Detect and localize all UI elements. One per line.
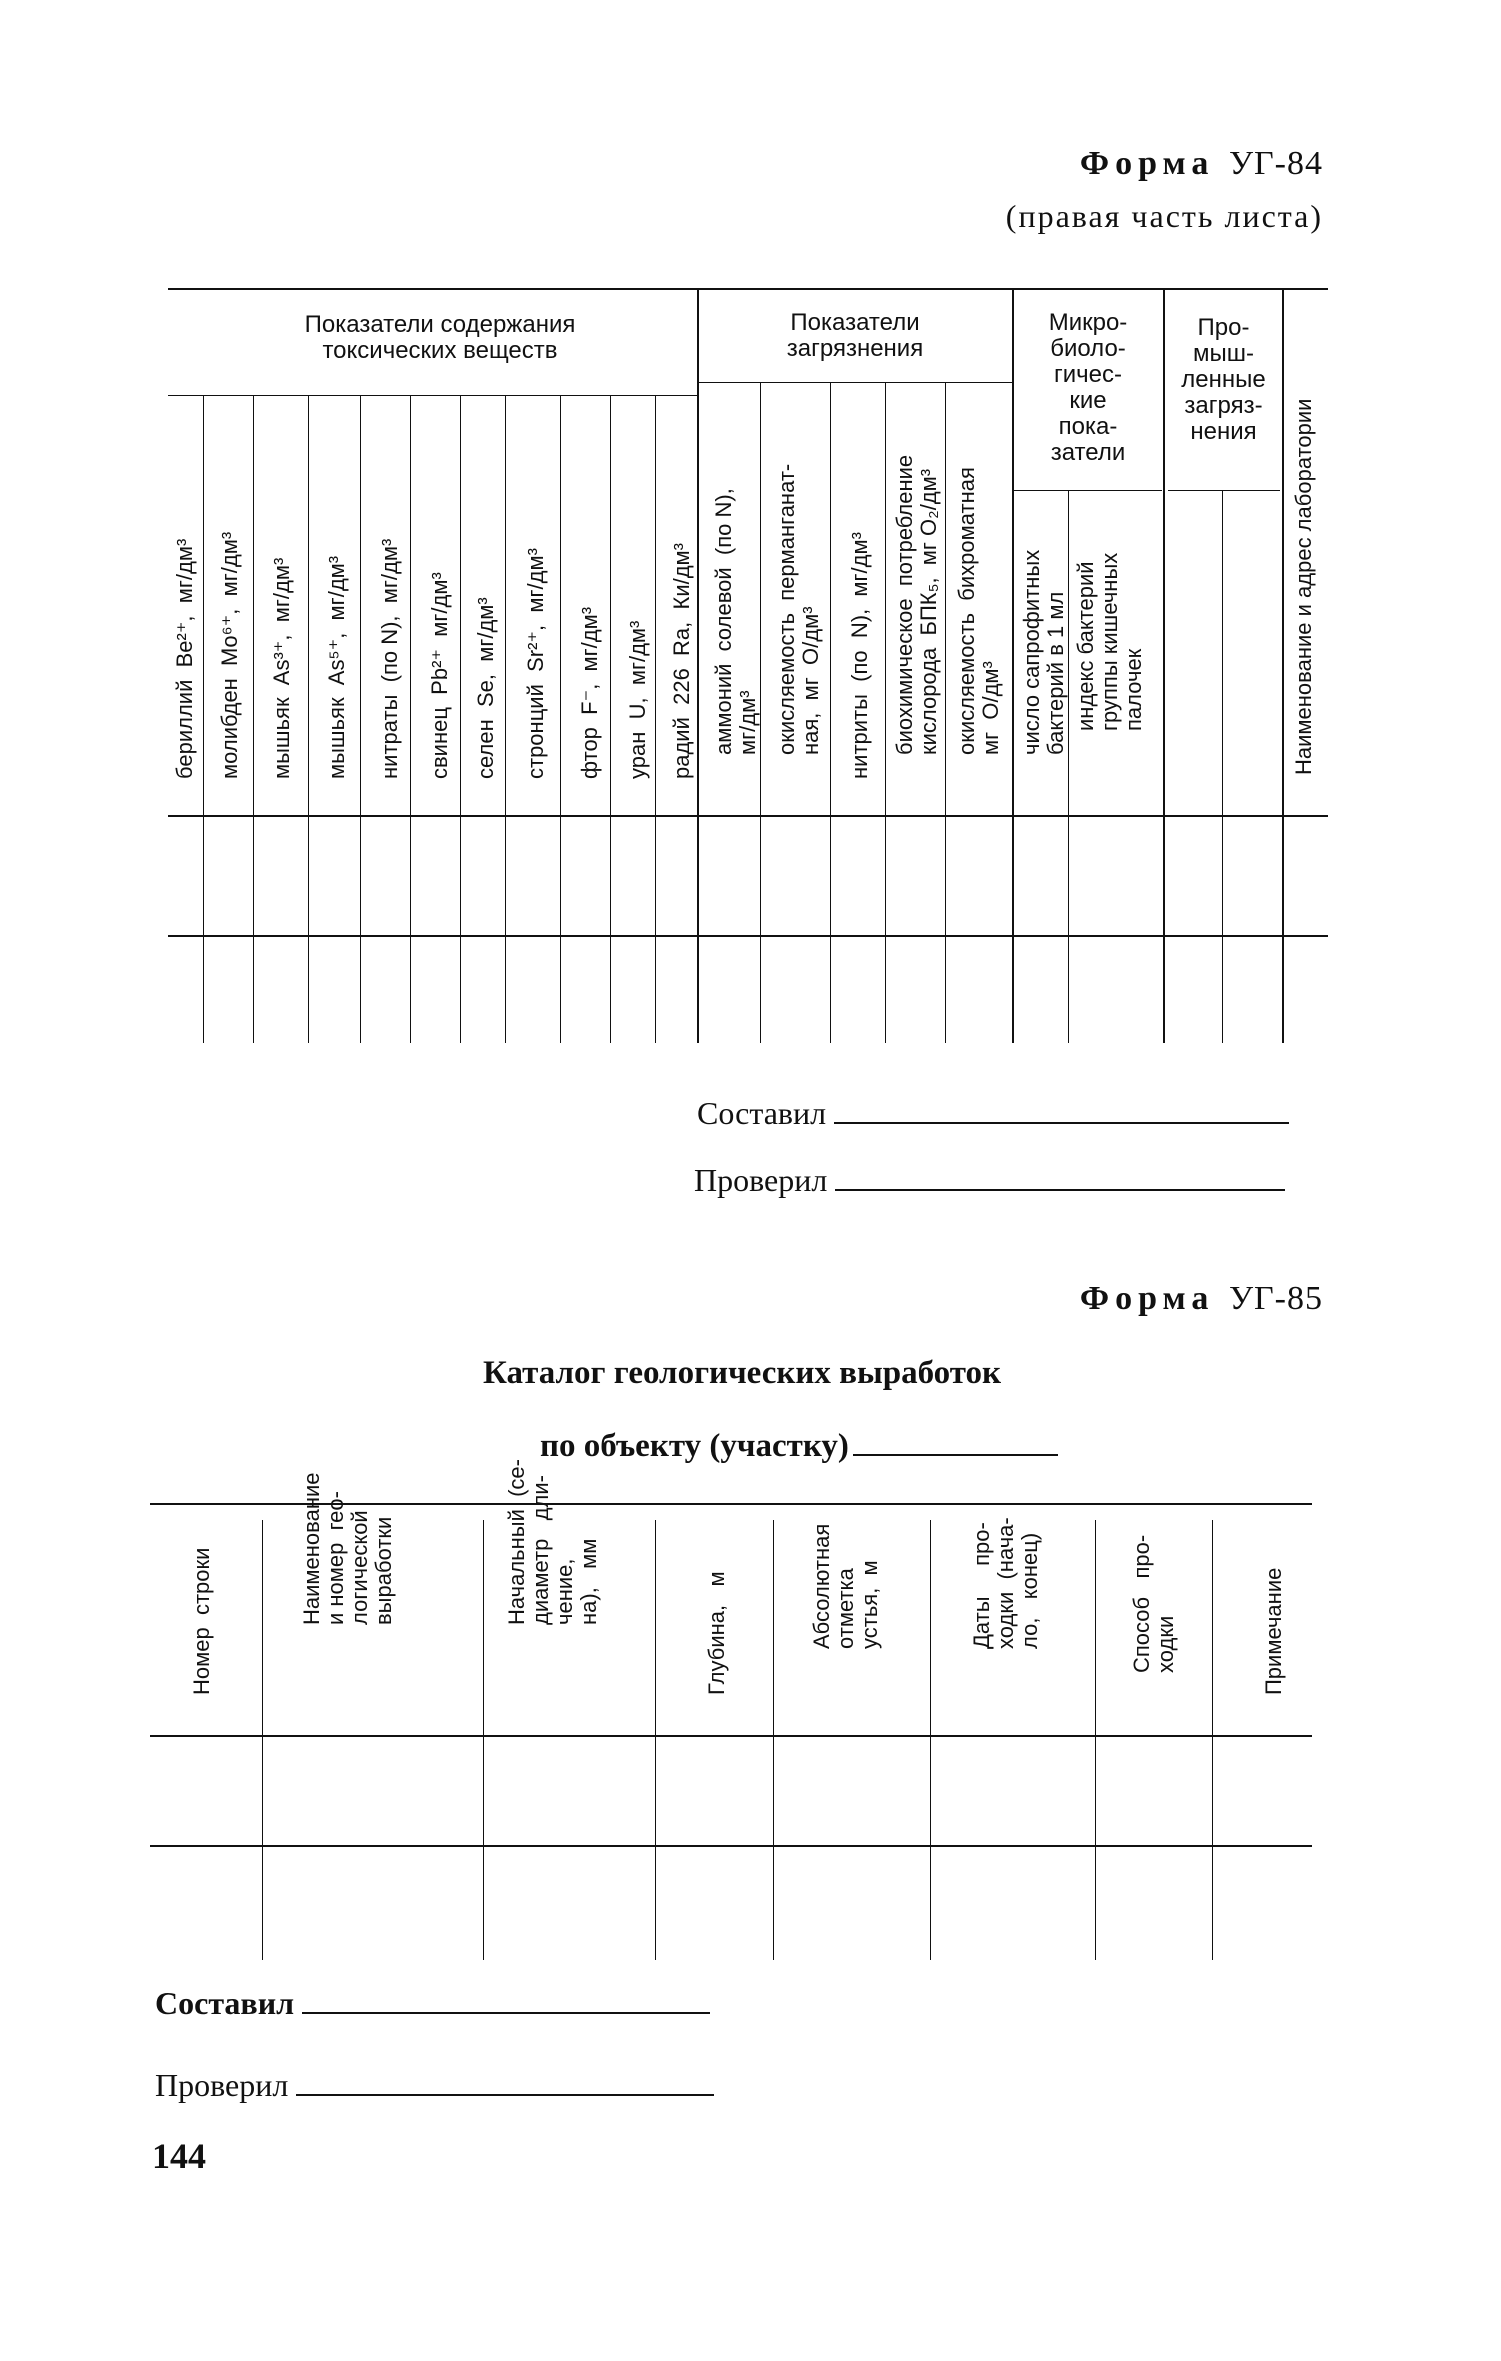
form85-checked-line[interactable] [296, 2094, 714, 2096]
form85-title-word: Форма [1079, 1280, 1215, 1317]
col-arsenic3-label: мышьяк As³⁺, мг/дм³ [269, 557, 294, 779]
col-elevation-label: Абсолютная отметка устья, м [809, 1523, 882, 1649]
col-saprophytes-label: число сапрофитных бактерий в 1 мл [1019, 549, 1068, 755]
col-note-label: Примечание [1261, 1567, 1286, 1695]
col-permanganate-label: окисляемость перманганат- ная, мг O/дм³ [774, 463, 823, 755]
form84-subtitle: (правая часть листа) [1005, 198, 1323, 234]
col-bod-label: биохимическое потребление кислорода БПК₅, мг O₂/дм³ [892, 454, 941, 755]
form84-title-code: УГ-84 [1228, 145, 1323, 182]
col-working-name-label: Наименование и номер гео- логической выработки [299, 1472, 396, 1625]
col-depth-label: Глубина, м [704, 1571, 729, 1695]
col-dichromate-label: окисляемость бихроматная мг O/дм³ [954, 467, 1003, 755]
col-dates [970, 1503, 1070, 1735]
col-nitrites-label: нитриты (по N), мг/дм³ [847, 532, 872, 779]
form85-checked-label: Проверил [155, 2067, 289, 2103]
col-method-label: Способ про- ходки [1129, 1534, 1178, 1673]
col-molybdenum-label: молибден Mo⁶⁺, мг/дм³ [217, 531, 242, 779]
form85-subheading-text: по объекту (участку) [540, 1428, 849, 1464]
form85-signed-line[interactable] [302, 2012, 710, 2014]
col-ammonium-label: аммоний солевой (по N), мг/дм³ [711, 488, 760, 755]
group-micro-header: Микро- биоло- гичес- кие пока- затели [1048, 309, 1128, 466]
col-diameter-label: Начальный (се- диаметр дли- чение, на), мм [504, 1459, 601, 1625]
col-laboratory-label: Наименование и адрес лаборатории [1291, 398, 1316, 775]
col-nitrates-label: нитраты (по N), мг/дм³ [377, 538, 402, 779]
col-elevation [810, 1503, 910, 1735]
col-lead-label: свинец Pb²⁺ мг/дм³ [427, 572, 452, 779]
col-row-number [190, 1503, 230, 1735]
form85-signed-label: Составил [155, 1985, 295, 2021]
form85-heading: Каталог геологических выработок [483, 1355, 1002, 1391]
form85-title-code: УГ-85 [1228, 1280, 1323, 1317]
col-method [1130, 1503, 1200, 1735]
col-selenium-label: селен Se, мг/дм³ [473, 597, 498, 779]
col-arsenic5-label: мышьяк As⁵⁺, мг/дм³ [324, 555, 349, 779]
col-working-name [299, 1472, 450, 1735]
form85-signed [155, 1985, 710, 2022]
col-note [1262, 1503, 1302, 1735]
group-toxic-header: Показатели содержания токсических веществ [304, 311, 576, 364]
form84-checked-label: Проверил [694, 1162, 828, 1198]
page-number: 144 [152, 2136, 206, 2176]
col-coli-index-label: индекс бактерий группы кишечных палочек [1073, 552, 1146, 731]
form84-signed-label: Составил [697, 1095, 827, 1131]
form85-checked [155, 2067, 714, 2104]
col-radium-label: радий 226 Ra, Ки/дм³ [669, 542, 694, 779]
col-fluorine-label: фтор F⁻, мг/дм³ [577, 606, 602, 779]
group-pollution-header: Показатели загрязнения [786, 309, 924, 362]
col-diameter [504, 1459, 635, 1735]
col-beryllium-label: бериллий Be²⁺, мг/дм³ [172, 538, 197, 779]
col-row-number-label: Номер строки [189, 1547, 214, 1695]
col-uranium-label: уран U, мг/дм³ [625, 620, 650, 779]
group-industrial-header: Про- мыш- ленные загряз- нения [1181, 314, 1266, 445]
form84-title-word: Форма [1079, 145, 1215, 182]
col-strontium-label: стронций Sr²⁺, мг/дм³ [523, 548, 548, 779]
col-depth [705, 1503, 745, 1735]
col-dates-label: Даты про- ходки (нача- ло, конец) [969, 1517, 1042, 1649]
